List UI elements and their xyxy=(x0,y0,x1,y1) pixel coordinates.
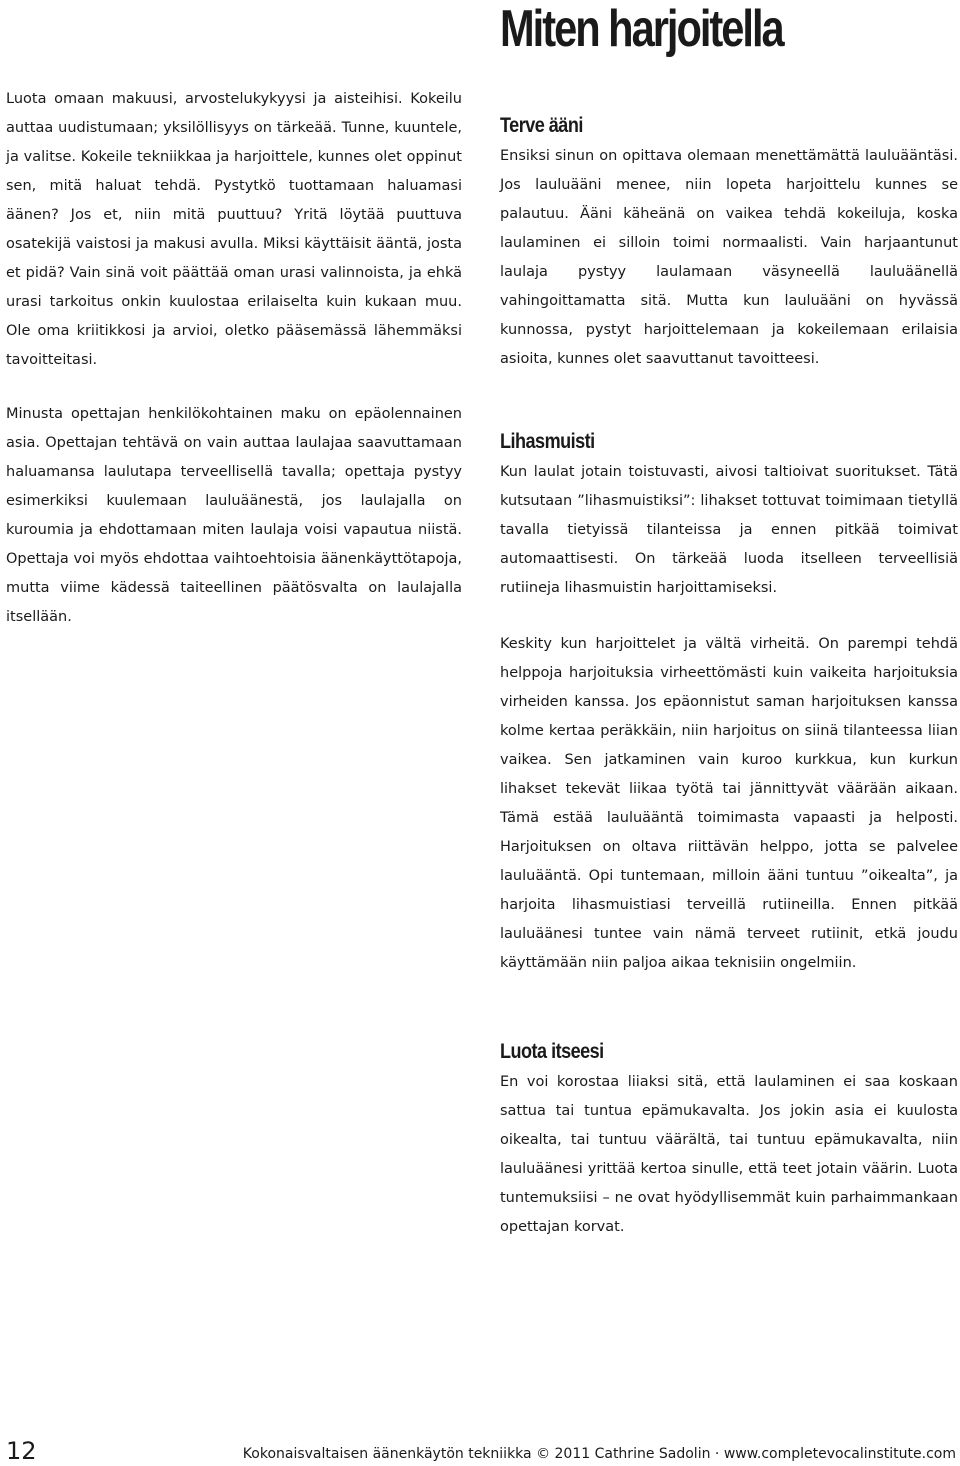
section-trust-yourself xyxy=(500,1036,958,1242)
healthy-voice-paragraph: Ensiksi sinun on opittava olemaan menettämättä lauluääntäsi. Jos lauluääni menee, niin lopeta harjoittelu kunnes se palautuu. Ääni käheänä on vaikea tehdä kokeiluja, koska laulaminen ei silloin toimi normaalisti. Vain harjaantunut laulaja pystyy laulamaan väsyneellä lauluäänellä vahingoittamatta sitä. Mutta kun lauluääni on hyvässä kunnossa, pystyt harjoittelemaan ja kokeilemaan erilaisia asioita, kunnes olet saavuttanut tavoitteesi. xyxy=(500,148,958,367)
page-title: Miten harjoitella xyxy=(500,0,783,58)
focus-paragraph: Keskity kun harjoittelet ja vältä virheitä. On parempi tehdä helppoja harjoituksia virheettömästi kuin vaikeita harjoituksia virheiden kanssa. Jos epäonnistut saman harjoituksen kanssa kolme kertaa peräkkäin, niin harjoitus on siinä tilanteessa liian vaikea. Sen jatkaminen vain kuroo kurkkua, kun kurkun lihakset tekevät liikaa työtä tai jännittyvät väärään aikaan. Tämä estää lauluääntä toimimasta vapaasti ja helposti. Harjoituksen on oltava riittävän helppo, jotta se palvelee lauluääntä. Opi tuntemaan, milloin ääni tuntuu ”oikealta”, ja harjoita lihasmuistiasi terveillä rutiineilla. Ennen pitkää lauluäänesi tuntee vain nämä terveet rutiinit, etkä joudu käyttämään niin paljoa aikaa teknisiin ongelmiin. xyxy=(500,636,958,971)
trust-yourself-paragraph: En voi korostaa liiaksi sitä, että laulaminen ei saa koskaan sattua tai tuntua epämukavalta. Jos jokin asia ei kuulosta oikealta, tai tuntuu väärältä, tai tuntuu epämukavalta, niin lauluäänesi yrittää kertoa sinulle, että teet jotain väärin. Luota tuntemuksiisi – ne ovat hyödyllisemmät kuin parhaimmankaan opettajan korvat. xyxy=(500,1074,958,1235)
section-healthy-voice xyxy=(500,110,958,374)
section-heading-trust-yourself: Luota itseesi xyxy=(500,1040,604,1063)
intro-paragraph: Luota omaan makuusi, arvostelukykyysi ja aisteihisi. Kokeilu auttaa uudistumaan; yksilöllisyys on tärkeää. Tunne, kuuntele, ja valitse. Kokeile tekniikkaa ja harjoittele, kunnes olet oppinut sen, mitä haluat tehdä. Pystytkö tuottamaan haluamasi äänen? Jos et, niin mitä puuttuu? Yritä löytää puuttuva osatekijä vaistosi ja makusi avulla. Miksi käyttäisit ääntä, josta et pidä? Vain sinä voit päättää oman urasi valinnoista, ja ehkä urasi tarkoitus onkin kuulostaa erilaiselta kuin kukaan muu. Ole oma kriitikkosi ja arvioi, oletko pääsemässä lähemmäksi tavoitteitasi. xyxy=(6,91,462,368)
section-heading-healthy-voice: Terve ääni xyxy=(500,114,583,137)
teacher-paragraph: Minusta opettajan henkilökohtainen maku on epäolennainen asia. Opettajan tehtävä on vain auttaa laulajaa saavuttamaan haluamansa laulutapa terveellisellä tavalla; opettaja pystyy esimerkiksi kuulemaan lauluäänestä, jos laulajalla on kuroumia ja ehdottamaan miten laulaja voisi vapautua niistä. Opettaja voi myös ehdottaa vaihtoehtoisia äänenkäyttötapoja, mutta viime kädessä taiteellinen päätösvalta on laulajalla itsellään. xyxy=(6,406,462,625)
section-muscle-memory xyxy=(500,426,958,603)
left-column-intro xyxy=(6,85,462,375)
left-column-teacher xyxy=(6,400,462,632)
section-heading-muscle-memory: Lihasmuisti xyxy=(500,430,595,453)
footer-credit: Kokonaisvaltaisen äänenkäytön tekniikka © 2011 Cathrine Sadolin · www.completevocalinstitute.com xyxy=(242,1446,956,1462)
page-number: 12 xyxy=(6,1437,37,1465)
muscle-memory-paragraph: Kun laulat jotain toistuvasti, aivosi taltioivat suoritukset. Tätä kutsutaan ”lihasmuistiksi”: lihakset tottuvat toimimaan tietyllä tavalla tietyissä tilanteissa ja ennen pitkää toimivat automaattisesti. On tärkeää luoda itselleen terveellisiä rutiineja lihasmuistin harjoittamiseksi. xyxy=(500,464,958,596)
section-muscle-memory-continued xyxy=(500,630,958,978)
